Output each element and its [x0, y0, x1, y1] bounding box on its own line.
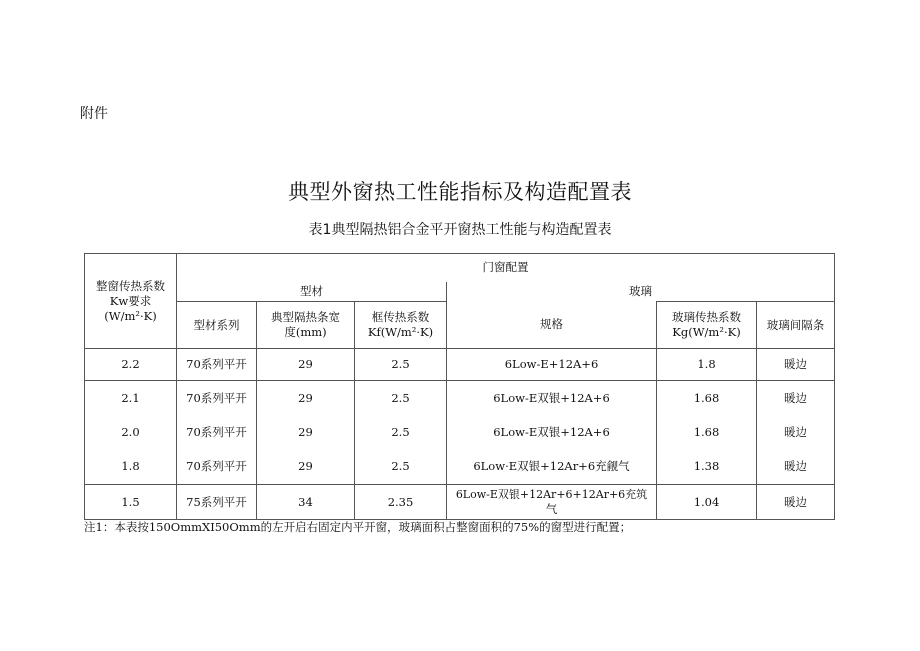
header-spec: 规格	[447, 302, 657, 349]
cell-strip: 29	[257, 449, 355, 485]
table-row	[85, 417, 835, 449]
header-spacer: 玻璃间隔条	[757, 302, 835, 349]
header-strip-width: 典型隔热条宽 度(mm)	[257, 302, 355, 349]
cell-kw: 2.1	[85, 381, 177, 417]
cell-series: 70系列平开	[177, 349, 257, 381]
cell-kg: 1.8	[657, 349, 757, 381]
cell-strip: 29	[257, 349, 355, 381]
cell-spec: 6Low-E+12A+6	[447, 349, 657, 381]
cell-spec: 6Low·E双银+12Ar+6充觎气	[447, 449, 657, 485]
cell-spec: 6Low-E双银+12A+6	[447, 381, 657, 417]
header-profile-series: 型材系列	[177, 302, 257, 349]
cell-kg: 1.38	[657, 449, 757, 485]
cell-strip: 29	[257, 417, 355, 449]
table-row	[85, 381, 835, 417]
cell-series: 70系列平开	[177, 417, 257, 449]
cell-kg: 1.04	[657, 485, 757, 520]
header-profile: 型材	[177, 282, 447, 302]
cell-kw: 2.2	[85, 349, 177, 381]
cell-kf: 2.35	[355, 485, 447, 520]
cell-kf: 2.5	[355, 349, 447, 381]
cell-series: 75系列平开	[177, 485, 257, 520]
cell-spacer: 暖边	[757, 485, 835, 520]
cell-kg: 1.68	[657, 417, 757, 449]
table-title: 表1典型隔热铝合金平开窗热工性能与构造配置表	[308, 222, 612, 238]
cell-kw: 1.5	[85, 485, 177, 520]
cell-strip: 34	[257, 485, 355, 520]
cell-spacer: 暖边	[757, 349, 835, 381]
attachment-label: 附件	[80, 106, 108, 122]
cell-spacer: 暖边	[757, 417, 835, 449]
header-glass-k: 玻璃传热系数 Kg(W/m²·K)	[657, 302, 757, 349]
header-kw: 整窗传热系数 Kw要求 (W/m²·K)	[85, 254, 177, 349]
table-row	[85, 485, 835, 520]
table-row	[85, 349, 835, 381]
cell-spec: 6Low-E双银+12A+6	[447, 417, 657, 449]
header-door-window-config: 门窗配置	[177, 254, 835, 282]
cell-series: 70系列平开	[177, 381, 257, 417]
table-row	[85, 449, 835, 485]
cell-strip: 29	[257, 381, 355, 417]
cell-spec: 6Low-E双银+12Ar+6+12Ar+6充筑 气	[447, 485, 657, 520]
header-frame-k: 框传热系数 Kf(W/m²·K)	[355, 302, 447, 349]
header-glass: 玻璃	[447, 282, 835, 302]
table-note: 注1：本表按150OmmXI50Omm的左开启右固定内平开窗，玻璃面积占整窗面积的75%的窗型进行配置；	[84, 520, 632, 534]
cell-kg: 1.68	[657, 381, 757, 417]
cell-kw: 1.8	[85, 449, 177, 485]
config-table	[84, 253, 835, 520]
cell-series: 70系列平开	[177, 449, 257, 485]
cell-kf: 2.5	[355, 449, 447, 485]
cell-kf: 2.5	[355, 417, 447, 449]
cell-spacer: 暖边	[757, 449, 835, 485]
cell-kw: 2.0	[85, 417, 177, 449]
page-title: 典型外窗热工性能指标及构造配置表	[288, 180, 632, 204]
cell-kf: 2.5	[355, 381, 447, 417]
cell-spacer: 暖边	[757, 381, 835, 417]
